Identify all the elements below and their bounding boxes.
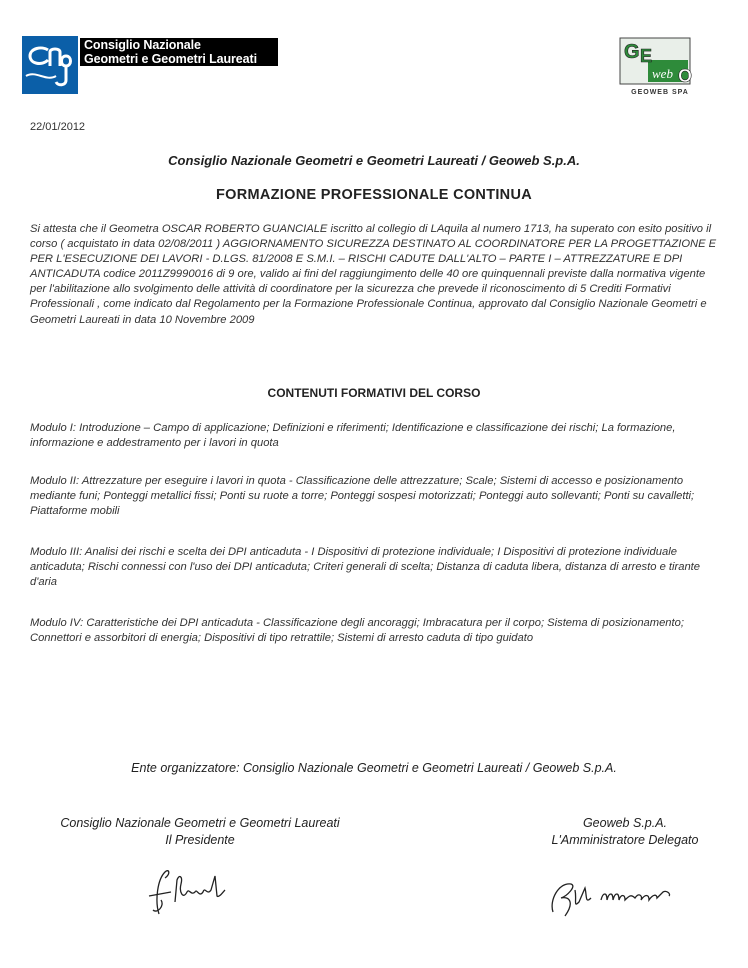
signature-block-right (520, 815, 730, 849)
signature-right-role: L'Amministratore Delegato (551, 833, 699, 847)
cng-logo (22, 36, 278, 94)
geoweb-logo (618, 36, 702, 100)
svg-text:O: O (678, 66, 693, 86)
attestation-paragraph: Si attesta che il Geometra OSCAR ROBERTO GUANCIALE iscritto al collegio di LAquila al numero 1713, ha superato con esito positivo il corso ( acquistato in data 02/08/2011 ) AGGIORNAMENTO SICUREZZA DESTINATO AL COORDINATORE PER LA PROGETTAZIONE E PER L'ESECUZIONE DEI LAVORI - D.LGS. 81/2008 E S.M.I. – RISCHI CADUTE DALL'ALTO – PARTE I – ATTREZZATURE E DPI ANTICADUTA codice 2011Z9990016 di 9 ore, valido ai fini del raggiungimento delle 40 ore quinquennali previste dalla normativa vigente per l'abilitazione allo svolgimento delle attività di coordinatore per la sicurezza che prevede il riconoscimento di 5 Crediti Formativi Professionali , come indicato dal Regolamento per la Formazione Professionale Continua, approvato dal Consiglio Nazionale Geometri e Geometri Laureati in data 10 Novembre 2009 (30, 223, 717, 326)
cng-logo-line1: Consiglio Nazionale (84, 38, 201, 52)
president-signature (135, 862, 245, 922)
svg-text:web: web (652, 66, 673, 81)
cng-logo-text (80, 38, 278, 66)
geoweb-logo-caption: GEOWEB SPA (631, 89, 689, 96)
signature-right-org: Geoweb S.p.A. (582, 816, 668, 830)
organizer-line: Ente organizzatore: Consiglio Nazionale Geometri e Geometri Laureati / Geoweb S.p.A. (131, 761, 617, 775)
module-1-text: Modulo I: Introduzione – Campo di applicazione; Definizioni e riferimenti; Identificazione e classificazione dei rischi; La formazione, informazione e addestramento per i lavori in quota (30, 422, 676, 450)
cng-logo-mark (22, 36, 78, 94)
cng-logo-line2: Geometri e Geometri Laureati (84, 51, 257, 66)
module-4-text: Modulo IV: Caratteristiche dei DPI anticaduta - Classificazione degli ancoraggi; Imbracatura per il corpo; Sistema di posizionamento; Connettori e assorbitori di energia; Dispositivi di tipo retrattile; Sistemi di arresto caduta di tipo guidato (30, 617, 684, 645)
svg-text:E: E (640, 46, 653, 66)
module-3-text: Modulo III: Analisi dei rischi e scelta dei DPI anticaduta - I Dispositivi di protezione individuale; I Dispositivi di protezione individuale anticaduta; Rischi connessi con l'uso dei DPI anticaduta; Criteri generali di scelta; Distanza di caduta libera, distanza di arresto e tirante d'aria (30, 546, 701, 589)
organization-title: Consiglio Nazionale Geometri e Geometri Laureati / Geoweb S.p.A. (168, 153, 580, 168)
document-date: 22/01/2012 (30, 121, 86, 133)
geoweb-logo-mark (618, 36, 702, 88)
svg-text:G: G (624, 41, 640, 63)
module-2-text: Modulo II: Attrezzature per eseguire i lavori in quota - Classificazione delle attrezzature; Scale; Sistemi di accesso e posizionamento mediante funi; Ponteggi metallici fissi; Ponti su ruote a torre; Ponteggi sospesi motorizzati; Ponteggi auto sollevanti; Ponti su cavalletti; Piattaforme mobili (30, 475, 695, 518)
administrator-signature (545, 866, 695, 926)
signature-left-org: Consiglio Nazionale Geometri e Geometri Laureati (60, 816, 340, 830)
signature-left-role: Il Presidente (165, 833, 235, 847)
certificate-title: FORMAZIONE PROFESSIONALE CONTINUA (215, 187, 532, 203)
course-contents-heading: CONTENUTI FORMATIVI DEL CORSO (267, 386, 481, 400)
signature-block-left (20, 815, 380, 849)
